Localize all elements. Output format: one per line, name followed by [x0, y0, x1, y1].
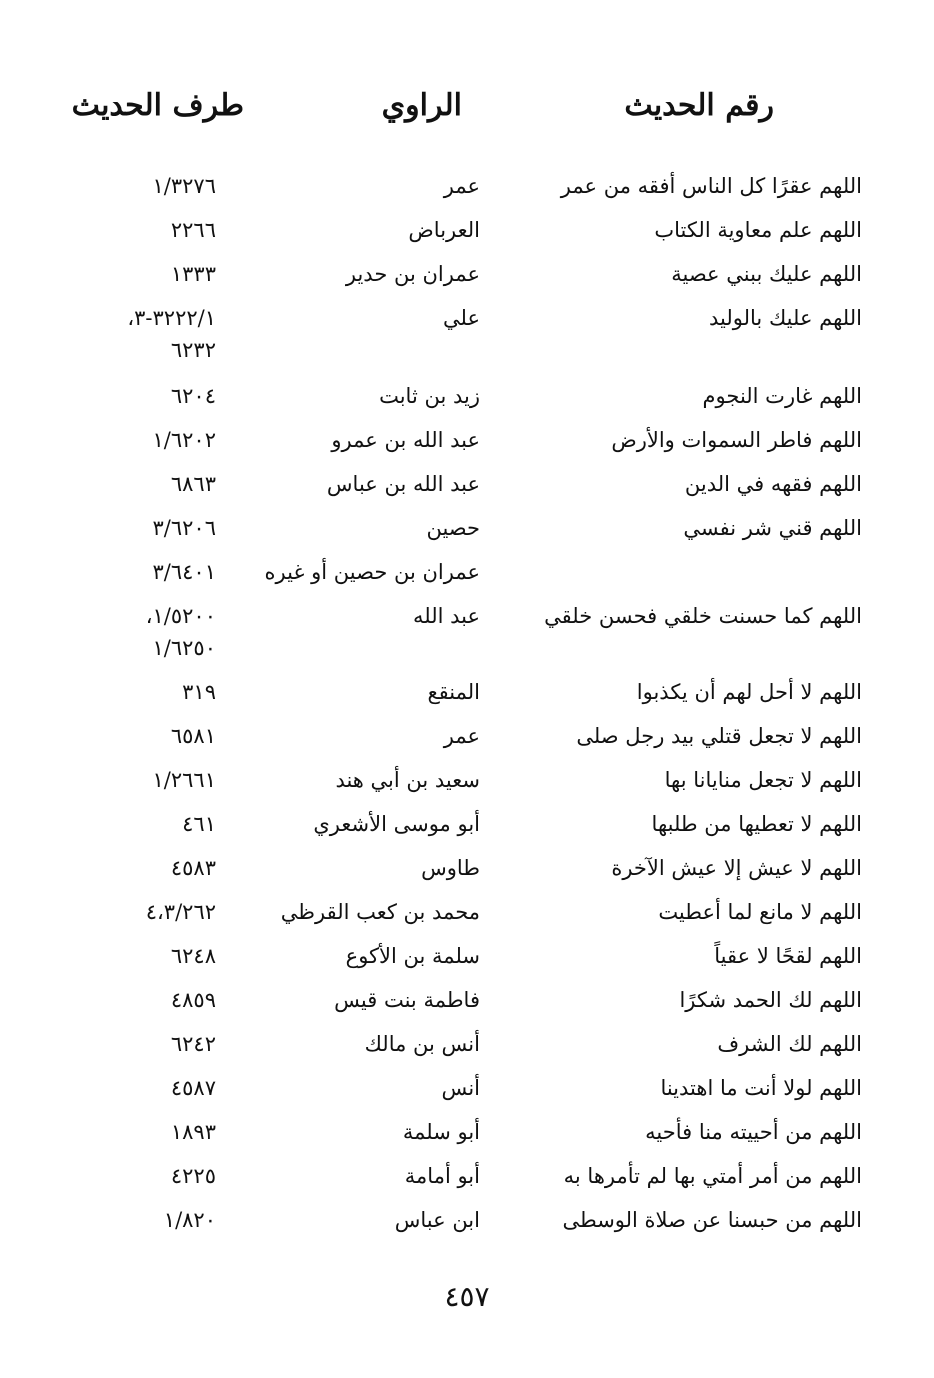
table-row	[0, 808, 934, 848]
narrator-text: عبد الله بن عباس	[326, 472, 480, 496]
narrator-text: عبد الله بن عمرو	[331, 428, 480, 452]
table-row	[0, 764, 934, 804]
hadith-text: اللهم فاطر السموات والأرض	[611, 428, 862, 452]
narrator-text: أنس بن مالك	[364, 1032, 480, 1056]
table-row	[0, 380, 934, 420]
narrator-text: عبد الله	[412, 604, 480, 628]
table-row	[0, 258, 934, 298]
narrator-text: ابن عباس	[394, 1208, 480, 1232]
hadith-text: اللهم لولا أنت ما اهتدينا	[660, 1076, 862, 1100]
hadith-number-line1: ٤٨٥٩	[170, 988, 216, 1012]
table-row	[0, 1072, 934, 1112]
narrator-text: عمر	[443, 174, 480, 198]
hadith-text: اللهم لا تجعل منايانا بها	[664, 768, 862, 792]
column-header-hadith: طرف الحديث	[71, 88, 244, 123]
column-header-narrator: الراوي	[381, 88, 462, 123]
table-row	[0, 984, 934, 1024]
hadith-number-line1: ٦٢٠٤	[170, 384, 216, 408]
narrator-text: المنقع	[427, 680, 480, 704]
hadith-number	[171, 1028, 216, 1060]
hadith-number-line1: ٤٥٨٧	[170, 1076, 216, 1100]
hadith-number	[153, 424, 216, 456]
narrator-text: حصين	[426, 516, 480, 540]
hadith-number-line1: ٦٥٨١	[170, 724, 216, 748]
hadith-number-line1: ١٨٩٣	[170, 1120, 216, 1144]
hadith-number	[153, 512, 216, 544]
hadith-number	[171, 852, 216, 884]
hadith-number-line1: ٤،٣/٢٦٢	[145, 900, 216, 924]
hadith-number	[171, 258, 216, 290]
hadith-text: اللهم لك الشرف	[717, 1032, 862, 1056]
hadith-text: اللهم لا أحل لهم أن يكذبوا	[636, 680, 862, 704]
narrator-text: أبو أمامة	[404, 1164, 480, 1188]
hadith-number	[171, 984, 216, 1016]
hadith-text: اللهم لا تعطيها من طلبها	[651, 812, 862, 836]
hadith-number-line1: ١٣٣٣	[170, 262, 216, 286]
hadith-number	[171, 380, 216, 412]
hadith-number-line1: ١/٣٢٧٦	[152, 174, 216, 198]
hadith-number-line1: ٢٢٦٦	[170, 218, 216, 242]
narrator-text: أبو موسى الأشعري	[313, 812, 480, 836]
hadith-number	[164, 1204, 216, 1236]
table-row	[0, 302, 934, 362]
hadith-number	[171, 468, 216, 500]
hadith-text: اللهم كما حسنت خلقي فحسن خلقي	[544, 604, 862, 628]
hadith-text: اللهم لك الحمد شكرًا	[679, 988, 862, 1012]
page-number: ٤٥٧	[444, 1280, 490, 1313]
hadith-number-line1: ١/٢٦٦١	[152, 768, 216, 792]
hadith-number-line1: ٣٢٢٢/١-٣،	[127, 306, 216, 330]
hadith-number-line1: ٣/٦٢٠٦	[152, 516, 216, 540]
hadith-text: اللهم قني شر نفسي	[683, 516, 862, 540]
hadith-text: اللهم من أمر أمتي بها لم تأمرها به	[563, 1164, 862, 1188]
column-header-number: رقم الحديث	[624, 88, 774, 123]
narrator-text: أبو سلمة	[402, 1120, 480, 1144]
table-row	[0, 600, 934, 660]
hadith-number	[171, 1160, 216, 1192]
table-row	[0, 1204, 934, 1244]
hadith-number-line1: ٦٢٤٨	[170, 944, 216, 968]
hadith-number	[153, 764, 216, 796]
table-row	[0, 720, 934, 760]
hadith-text: اللهم علم معاوية الكتاب	[654, 218, 862, 242]
narrator-text: أنس	[441, 1076, 480, 1100]
hadith-number	[153, 556, 216, 588]
hadith-number	[153, 170, 216, 202]
hadith-number	[171, 720, 216, 752]
table-row	[0, 1028, 934, 1068]
narrator-text: عمران بن حصين أو غيره	[264, 560, 480, 584]
hadith-text: اللهم فقهه في الدين	[684, 472, 862, 496]
table-row	[0, 676, 934, 716]
hadith-number	[146, 896, 216, 928]
narrator-text: محمد بن كعب القرظي	[280, 900, 480, 924]
hadith-number-line1: ١/٦٢٠٢	[152, 428, 216, 452]
narrator-text: فاطمة بنت قيس	[334, 988, 480, 1012]
table-row	[0, 852, 934, 892]
hadith-number-line2: ١/٦٢٥٠	[152, 636, 216, 660]
table-row	[0, 940, 934, 980]
hadith-number-line1: ٣١٩	[182, 680, 216, 704]
table-row	[0, 1160, 934, 1200]
table-row	[0, 896, 934, 936]
hadith-number-line1: ٤٦١	[182, 812, 216, 836]
hadith-text: اللهم عليك ببني عصية	[671, 262, 862, 286]
hadith-text: اللهم من أحييته منا فأحيه	[645, 1120, 862, 1144]
narrator-text: عمران بن حدير	[345, 262, 480, 286]
table-row	[0, 556, 934, 596]
narrator-text: العرباض	[408, 218, 480, 242]
narrator-text: علي	[443, 306, 480, 330]
hadith-text: اللهم لا عيش إلا عيش الآخرة	[611, 856, 862, 880]
narrator-text: عمر	[443, 724, 480, 748]
hadith-number	[146, 600, 216, 664]
hadith-text: اللهم لا تجعل قتلي بيد رجل صلى	[576, 724, 862, 748]
hadith-number-line1: ٦٨٦٣	[170, 472, 216, 496]
narrator-text: زيد بن ثابت	[379, 384, 480, 408]
hadith-number	[171, 940, 216, 972]
hadith-number-line1: ١/٨٢٠	[163, 1208, 216, 1232]
hadith-number	[127, 302, 216, 366]
narrator-text: سعيد بن أبي هند	[335, 768, 480, 792]
hadith-number-line1: ٦٢٤٢	[170, 1032, 216, 1056]
hadith-text: اللهم غارت النجوم	[702, 384, 862, 408]
hadith-number-line1: ١/٥٢٠٠،	[145, 604, 216, 628]
hadith-number	[171, 1072, 216, 1104]
hadith-number	[182, 676, 216, 708]
hadith-text: اللهم من حبسنا عن صلاة الوسطى	[562, 1208, 862, 1232]
narrator-text: طاوس	[421, 856, 480, 880]
hadith-number-line1: ٤٥٨٣	[170, 856, 216, 880]
hadith-number-line2: ٦٢٣٢	[170, 338, 216, 362]
hadith-number-line1: ٤٢٢٥	[170, 1164, 216, 1188]
hadith-number-line1: ٣/٦٤٠١	[152, 560, 216, 584]
narrator-text: سلمة بن الأكوع	[345, 944, 480, 968]
hadith-text: اللهم لقحًا لا عقياً	[714, 944, 862, 968]
hadith-number	[171, 1116, 216, 1148]
table-row	[0, 214, 934, 254]
hadith-text: اللهم عقرًا كل الناس أفقه من عمر	[560, 174, 862, 198]
table-row	[0, 170, 934, 210]
table-row	[0, 512, 934, 552]
hadith-text: اللهم عليك بالوليد	[709, 306, 862, 330]
hadith-number	[182, 808, 216, 840]
table-row	[0, 468, 934, 508]
hadith-number	[171, 214, 216, 246]
table-row	[0, 1116, 934, 1156]
table-row	[0, 424, 934, 464]
hadith-text: اللهم لا مانع لما أعطيت	[658, 900, 862, 924]
